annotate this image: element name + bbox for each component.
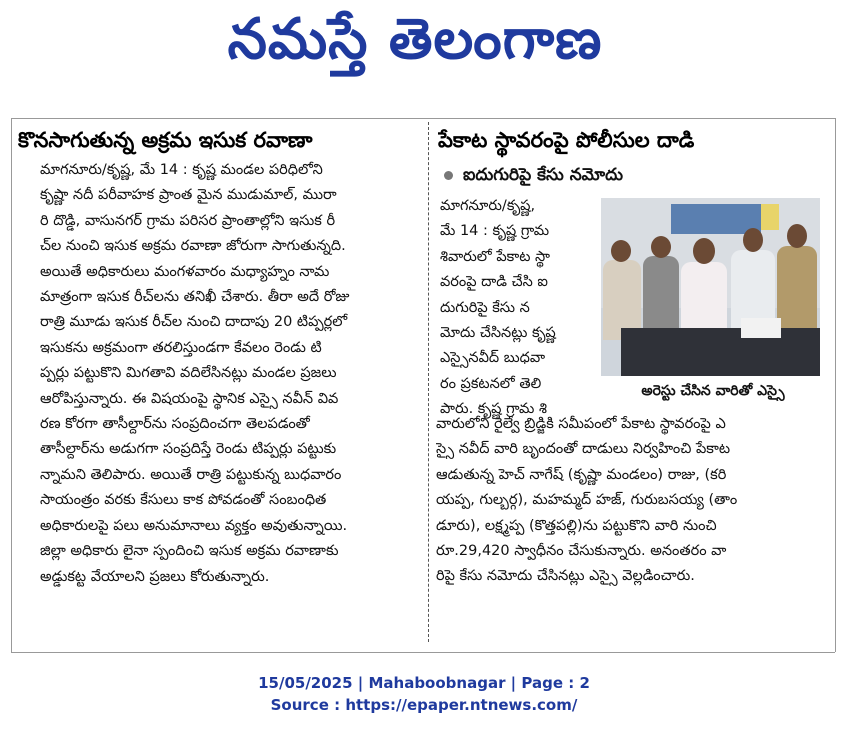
body-line: అధికారులపై పలు అనుమానాలు వ్యక్తం అవుతున్నాయి. bbox=[40, 517, 348, 534]
body-line: ఆడుతున్న హెచ్ నాగేష్ (కృష్ణా మండలం) రాజు, (కరి bbox=[436, 466, 727, 483]
body-line: ప్పర్లు పట్టుకొని మిగతావి వదిలేసినట్లు మండల ప్రజలు bbox=[40, 365, 337, 382]
body-line: కృష్ణా నదీ పరీవాహక ప్రాంత మైన ముడుమాల్, మురా bbox=[40, 187, 337, 204]
body-line: చ్‌ల నుంచి ఇసుక అక్రమ రవాణా జోరుగా సాగుతున్నది. bbox=[40, 238, 346, 255]
footer-source: Source : https://epaper.ntnews.com/ bbox=[270, 696, 578, 714]
body-line: పారు. కృష్ణ గ్రామ శి bbox=[440, 401, 547, 418]
body-line: స్సై నవీద్ వారి బృందంతో దాడులు నిర్వహించి పేకాట bbox=[436, 441, 731, 458]
body-line: మాగనూరు/కృష్ణ, మే 14 : కృష్ణ మండల పరిధిలోని bbox=[40, 162, 323, 178]
body-line: జిల్లా అధికారు లైనా స్పందించి ఇసుక అక్రమ రవాణాకు bbox=[40, 543, 339, 560]
body-line: రూ.29,420 స్వాధీనం చేసుకున్నారు. అనంతరం వా bbox=[436, 543, 727, 560]
body-line: ఆరోపిస్తున్నారు. ఈ విషయంపై స్థానిక ఎస్సై నవీన్ వివ bbox=[40, 390, 339, 407]
bullet-icon bbox=[444, 171, 453, 180]
body-line: ఇసుకను అక్రమంగా తరలిస్తుండగా కేవలం రెండు టి bbox=[40, 339, 322, 356]
body-line: మే 14 : కృష్ణ గ్రామ bbox=[440, 223, 550, 240]
body-line: అయితే అధికారులు మంగళవారం మధ్యాహ్నం నామ bbox=[40, 263, 330, 280]
body-line: శివారులో పేకాట స్థా bbox=[440, 248, 550, 265]
column-divider bbox=[428, 122, 429, 642]
body-line: యప్ప, గుల్బర్గ), మహమ్మద్ హజ్, గురుబసయ్య (తాం bbox=[436, 492, 738, 509]
body-line: రాత్రి మూడు ఇసుక రీచ్‌ల నుంచి దాదాపు 20 టిప్పర్లలో bbox=[40, 314, 348, 331]
body-line: ఎస్సైనవీద్ బుధవా bbox=[440, 350, 546, 367]
clipping-border-left bbox=[11, 118, 12, 652]
left-article-headline: కొనసాగుతున్న అక్రమ ఇసుక రవాణా bbox=[18, 128, 313, 152]
clipping-border-bottom bbox=[11, 652, 835, 653]
footer-date-edition: 15/05/2025 | Mahaboobnagar | Page : 2 bbox=[258, 674, 590, 692]
body-line: మాగనూరు/కృష్ణ, bbox=[440, 198, 536, 214]
body-line: సాయంత్రం వరకు కేసులు కాక పోవడంతో సంబంధిత bbox=[40, 492, 327, 509]
body-line: రణ కోరగా తాసీల్దార్‌ను సంప్రదించగా తెలపడంతో bbox=[40, 416, 310, 433]
body-line: అడ్డుకట్ట వేయాలని ప్రజలు కోరుతున్నారు. bbox=[40, 568, 270, 585]
right-article-subhead bbox=[444, 165, 824, 189]
body-line: మాత్రంగా ఇసుక రీచ్‌లను తనిఖీ చేశారు. తీరా అదే రోజు bbox=[40, 289, 350, 306]
photo-caption: అరెస్టు చేసిన వారితో ఎస్సై bbox=[641, 383, 785, 399]
body-line: న్నామని తెలిపారు. అయితే రాత్రి పట్టుకున్న బుధవారం bbox=[40, 466, 342, 483]
body-line: రం ప్రకటనలో తెలి bbox=[440, 375, 542, 392]
body-line: దుగురిపై కేసు న bbox=[440, 299, 530, 316]
masthead-title: నమస్తే తెలంగాణ bbox=[227, 6, 603, 72]
subhead-text: ఐదుగురిపై కేసు నమోదు bbox=[463, 165, 623, 185]
right-article-headline: పేకాట స్థావరంపై పోలీసుల దాడి bbox=[438, 128, 695, 152]
body-line: వరంపై దాడి చేసి ఐ bbox=[440, 274, 548, 291]
body-line: రిపై కేసు నమోదు చేసినట్లు ఎస్సై వెల్లడించారు. bbox=[436, 568, 695, 585]
body-line: రి దొడ్డి, వాసునగర్ గ్రామ పరిసర ప్రాంతాల్లోని ఇసుక రీ bbox=[40, 212, 336, 229]
right-article-body-narrow bbox=[440, 194, 590, 423]
body-line: తాసీల్దార్‌ను అడుగగా సంప్రదిస్తే రెండు టిప్పర్లు పట్టుకు bbox=[40, 441, 337, 458]
right-article-body-wide bbox=[436, 412, 828, 590]
body-line: మోదు చేసినట్లు కృష్ణ bbox=[440, 325, 556, 342]
body-line: డూరు), లక్ష్మప్ప (కొత్తపల్లి)ను పట్టుకొని వారి నుంచి bbox=[436, 517, 717, 534]
clipping-border-right bbox=[835, 118, 836, 652]
clipping-border-top bbox=[11, 118, 835, 119]
left-article-body bbox=[40, 158, 420, 590]
body-line: వారులోని రైల్వే బ్రిడ్జికి సమీపంలో పేకాట స్థావరంపై ఎ bbox=[436, 416, 726, 432]
news-photo bbox=[601, 198, 820, 376]
